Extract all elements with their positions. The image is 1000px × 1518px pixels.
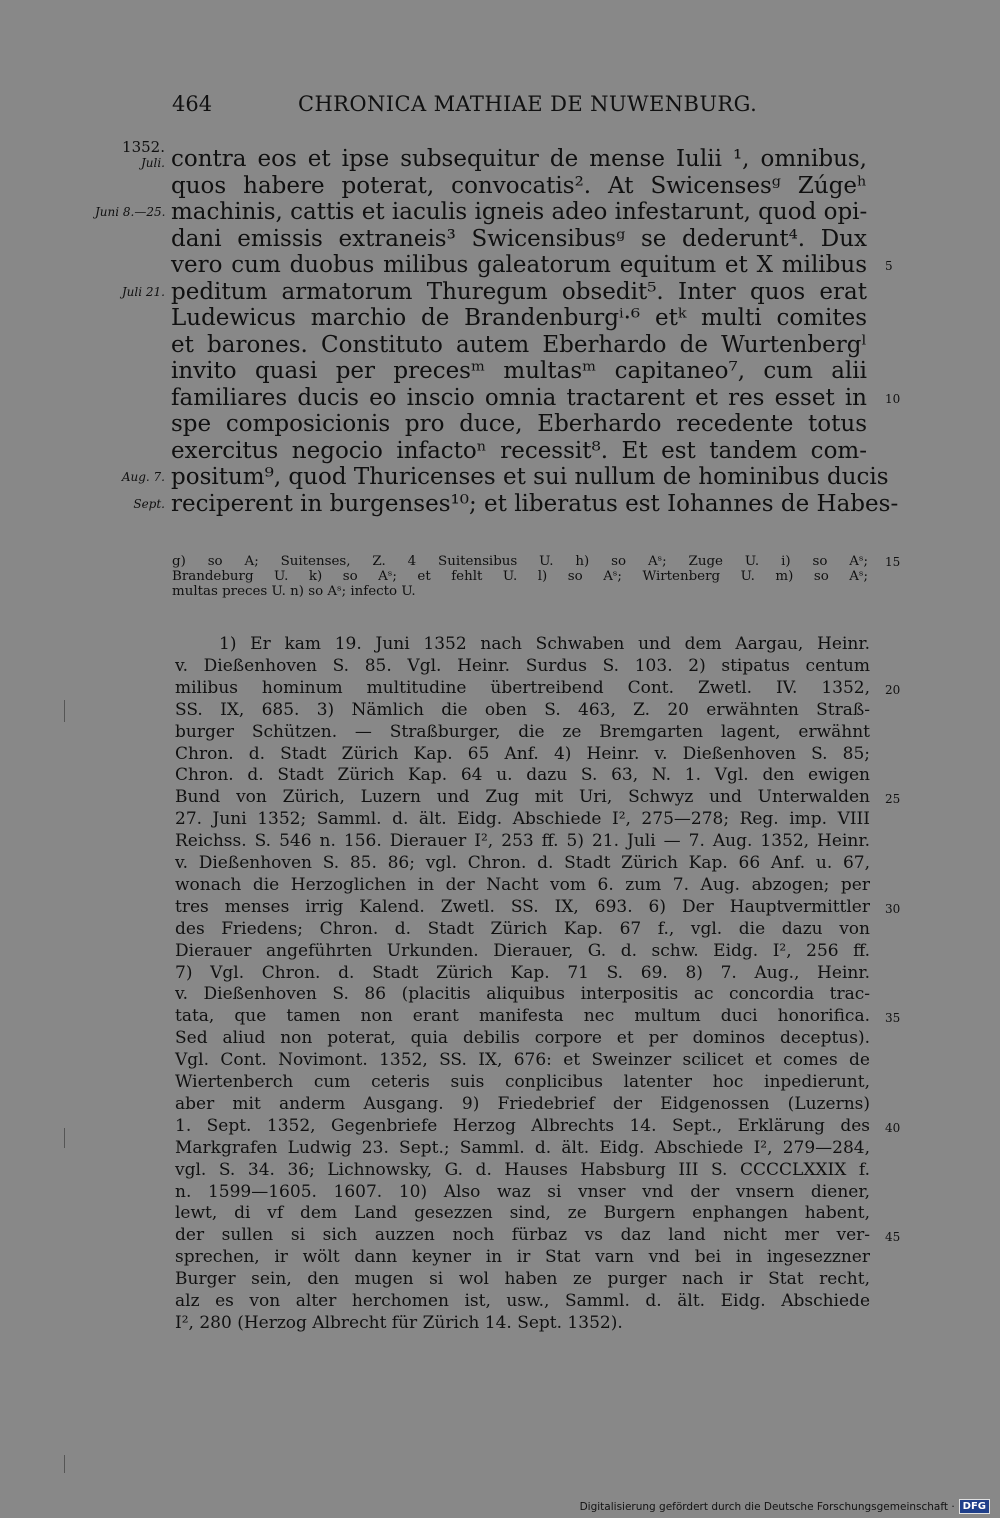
footer [580,1499,990,1514]
line-number: 10 [885,391,901,406]
footnote-line: des Friedens; Chron. d. Stadt Zürich Kap. 67 f., vgl. die dazu von [175,918,870,939]
footnote-line: tres menses irrig Kalend. Zwetl. SS. IX, 693. 6) Der Hauptvermittler [175,896,870,917]
margin-date-note: 1352. [122,138,165,156]
footnote-line: Burger sein, den mugen si wol haben ze purger nach ir Stat recht, [175,1269,870,1290]
variant-line: g) so A; Suitenses, Z. 4 Suitensibus U. h) so Aˢ; Zuge U. i) so Aˢ; [172,554,868,569]
footnote-line: wonach die Herzoglichen in der Nacht vom 6. zum 7. Aug. abzogen; per [175,874,870,895]
footnote-line: Vgl. Cont. Novimont. 1352, SS. IX, 676: et Sweinzer scilicet et comes de [175,1050,870,1071]
footnote-line: 27. Juni 1352; Samml. d. ält. Eidg. Abschiede I², 275—278; Reg. imp. VIII [175,809,870,830]
line-number: 35 [885,1011,901,1026]
text-line: quos habere poterat, convocatis². At Swicensesᵍ Zúgeʰ [171,172,867,199]
text-line: contra eos et ipse subsequitur de mense Iulii ¹, omnibus, [171,146,867,172]
footnote-line: Sed aliud non poterat, quia debilis corpore et per dominos deceptus). [175,1028,870,1049]
line-number: 20 [885,682,901,697]
text-line: et barones. Constituto autem Eberhardo de Wurtenbergˡ [171,331,867,358]
footnote-line: milibus hominum multitudine übertreibend Cont. Zwetl. IV. 1352, [175,677,870,698]
footnote-line: aber mit anderm Ausgang. 9) Friedebrief der Eidgenossen (Luzerns) [175,1093,870,1114]
footnote-line: 7) Vgl. Chron. d. Stadt Zürich Kap. 71 S. 69. 8) 7. Aug., Heinr. [175,962,870,983]
text-line: invito quasi per precesᵐ multasᵐ capitaneo⁷, cum alii [171,358,867,384]
scan-mark [64,1455,65,1473]
margin-date-note: Juni 8.—25. [95,205,166,219]
footnote-line: v. Dießenhoven S. 85. Vgl. Heinr. Surdus S. 103. 2) stipatus centum [175,655,870,676]
footnote-line: lewt, di vf dem Land gesezzen sind, ze Burgern enphangen habent, [175,1203,870,1224]
text-line: positum⁹, quod Thuricenses et sui nullum de hominibus ducis [171,464,889,490]
footnote-line: Markgrafen Ludwig 23. Sept.; Samml. d. ält. Eidg. Abschiede I², 279—284, [175,1137,870,1158]
footnote-line: alz es von alter herchomen ist, usw., Samml. d. ält. Eidg. Abschiede [175,1291,870,1311]
text-line: reciperent in burgenses¹⁰; et liberatus est Iohannes de Habes- [171,490,899,517]
footnote-line: v. Dießenhoven S. 85. 86; vgl. Chron. d. Stadt Zürich Kap. 66 Anf. u. 67, [175,853,870,873]
margin-date-note: Aug. 7. [121,470,165,484]
footnote-line: vgl. S. 34. 36; Lichnowsky, G. d. Hauses Habsburg III S. CCCCLXXIX f. [175,1159,870,1180]
footer-credit: Digitalisierung gefördert durch die Deutsche Forschungsgemeinschaft · [579,1500,955,1513]
line-number: 45 [885,1230,901,1245]
line-number: 25 [885,792,901,807]
text-line: exercitus negocio infactoⁿ recessit⁸. Et est tandem com- [171,437,867,464]
margin-date-note: Juli 21. [121,284,165,299]
footnote-line: Chron. d. Stadt Zürich Kap. 65 Anf. 4) Heinr. v. Dießenhoven S. 85; [175,743,870,764]
page-number: 464 [172,92,213,116]
scan-mark [64,700,65,722]
footnote-line: Chron. d. Stadt Zürich Kap. 64 u. dazu S. 63, N. 1. Vgl. den ewigen [175,765,870,786]
text-line: peditum armatorum Thuregum obsedit⁵. Inter quos erat [171,278,867,305]
footnote-line: Reichss. S. 546 n. 156. Dierauer I², 253 ff. 5) 21. Juli — 7. Aug. 1352, Heinr. [175,831,870,852]
footnote-line: der sullen si sich auzzen noch fürbaz vs daz land nicht mer ver- [175,1225,870,1246]
margin-date-note: Sept. [133,496,165,511]
variant-line: Brandeburg U. k) so Aˢ; et fehlt U. l) so Aˢ; Wirtenberg U. m) so Aˢ; [172,568,868,584]
footnote-line: Bund von Zürich, Luzern und Zug mit Uri, Schwyz und Unterwalden [175,787,870,808]
text-line: vero cum duobus milibus galeatorum equitum et X milibus [171,252,867,278]
line-number: 15 [885,555,901,569]
footnote-line: Dierauer angeführten Urkunden. Dierauer, G. d. schw. Eidg. I², 256 ff. [175,940,870,961]
margin-date-note: Juli. [140,156,165,170]
footnote-line: Wiertenberch cum ceteris suis conplicibus latenter hoc inpedierunt, [175,1072,870,1092]
footnote-line: burger Schützen. — Straßburger, die ze Bremgarten lagent, erwähnt [175,721,870,742]
scan-mark [64,1128,65,1148]
footnote-line: sprechen, ir wölt dann keyner in ir Stat varn vnd bei in ingesezzner [175,1247,870,1268]
text-line: machinis, cattis et iaculis igneis adeo infestarunt, quod opi- [171,199,868,225]
line-number: 30 [885,901,901,916]
footnote-line: 1) Er kam 19. Juni 1352 nach Schwaben und dem Aargau, Heinr. [219,634,870,654]
variant-line: multas preces U. n) so Aˢ; infecto U. [172,583,416,599]
text-line: familiares ducis eo inscio omnia tractarent et res esset in [171,384,867,411]
running-title: CHRONICA MATHIAE DE NUWENBURG. [298,92,758,116]
footnote-line: SS. IX, 685. 3) Nämlich die oben S. 463, Z. 20 erwähnten Straß- [175,699,870,720]
footnote-line: n. 1599—1605. 1607. 10) Also waz si vnser vnd der vnsern diener, [175,1181,870,1202]
text-line: Ludewicus marchio de Brandenburgⁱ·⁶ etᵏ multi comites [171,305,867,331]
footnote-line: I², 280 (Herzog Albrecht für Zürich 14. Sept. 1352). [175,1312,623,1333]
line-number: 40 [885,1120,901,1135]
dfg-logo: DFG [959,1499,990,1514]
footnote-line: tata, que tamen non erant manifesta nec multum duci honorifica. [175,1006,870,1027]
line-number: 5 [885,259,893,273]
text-line: dani emissis extraneis³ Swicensibusᵍ se dederunt⁴. Dux [171,225,867,252]
footnote-line: 1. Sept. 1352, Gegenbriefe Herzog Albrechts 14. Sept., Erklärung des [175,1115,870,1136]
footnote-line: v. Dießenhoven S. 86 (placitis aliquibus interpositis ac concordia trac- [175,984,870,1005]
text-line: spe composicionis pro duce, Eberhardo recedente totus [171,411,867,437]
